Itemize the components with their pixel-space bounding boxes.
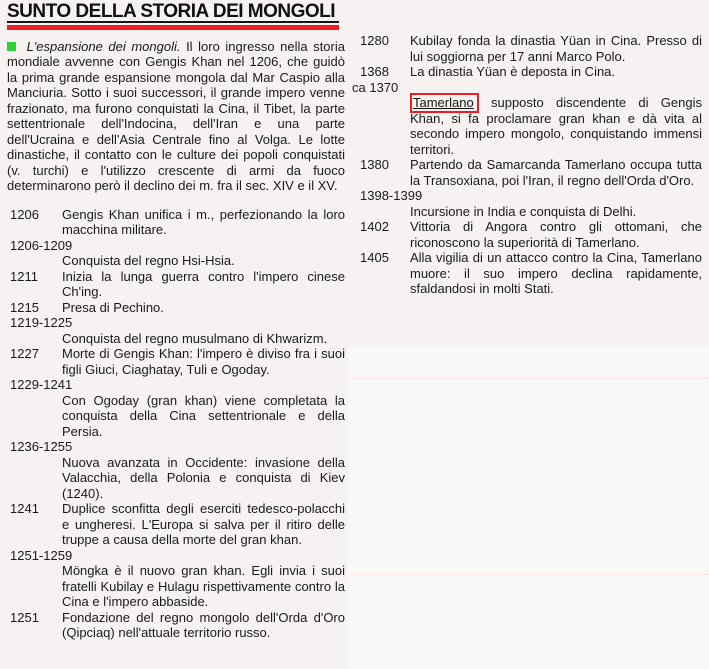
scan-fold-line: [352, 574, 709, 575]
timeline-entry: [7, 377, 345, 439]
timeline-entry-tamerlano: [352, 80, 702, 158]
timeline-text: Conquista del regno musulmano di Khwarizm.: [62, 330, 328, 346]
timeline-entry: [7, 439, 345, 501]
timeline-entry: [352, 188, 702, 219]
timeline-entry: [352, 219, 702, 250]
intro-lead: L'espansione dei mongoli.: [26, 38, 181, 54]
timeline-text: Con Ogoday (gran khan) viene completata la conquista della Cina settentrionale e della Persia.: [62, 392, 345, 439]
blank-scan-area: [348, 346, 709, 669]
timeline-entry: [7, 501, 345, 548]
timeline-date: 1405: [360, 250, 389, 265]
timeline-left: [7, 207, 345, 641]
timeline-entry: [7, 238, 345, 269]
timeline-date: 1229-1241: [10, 377, 73, 392]
timeline-text: [410, 93, 702, 157]
timeline-text: Möngka è il nuovo gran khan. Egli invia i suoi fratelli Kubilay e Hulagu rispettivamente contro la Cina e l'impero abbaside.: [62, 563, 345, 609]
title-red-underline: [7, 25, 339, 30]
timeline-entry: [7, 300, 345, 316]
timeline-text: Morte di Gengis Khan: l'impero è diviso fra i suoi figli Giuci, Ciaghatay, Tuli e Ogoday.: [62, 346, 345, 377]
page-title: SUNTO DELLA STORIA DEI MONGOLI: [7, 4, 339, 23]
timeline-entry: [352, 157, 702, 188]
timeline-date: 1380: [360, 157, 389, 172]
timeline-date: 1280: [360, 33, 389, 48]
intro-body: Il loro ingresso nella storia mondiale avvenne con Gengis Khan nel 1206, che guidò la prima grande espansione mongola dal Mar Caspio alla Manciuria. Sotto i suoi successori, il grande impero venne frazionato, ma furono conquistati la Cina, il Tibet, la parte settentrionale dell'Indocina, dell'Iran e una parte dell'Ucraina e dell'Asia Centrale fino al Volga. Le lotte dinastiche, il contatto con le culture dei popoli conquistati (v. turchi) e l'utilizzo crescente di armi da fuoco determinarono però il declino dei m. fra il sec. XIV e il XV.: [7, 38, 345, 193]
timeline-text: Vittoria di Angora contro gli ottomani, che riconoscono la superiorità di Tamerlano.: [410, 219, 702, 250]
timeline-date: 1402: [360, 219, 389, 234]
timeline-date: 1206-1209: [10, 237, 73, 253]
timeline-text: Duplice sconfitta degli eserciti tedesco-polacchi e ungheresi. L'Europa si salva per il ritiro delle truppe a causa della morte del gran khan.: [62, 501, 345, 547]
timeline-text-after-link: supposto discendente di Gengis Khan, si fa proclamare gran khan e dà vita al secondo impero mongolo, conquistando immensi territori.: [410, 95, 702, 157]
timeline-text: Conquista del regno Hsi-Hsia.: [62, 253, 235, 268]
timeline-text: Presa di Pechino.: [62, 299, 164, 315]
timeline-date: 1251: [10, 609, 39, 625]
timeline-text: Gengis Khan unifica i m., perfezionando la loro macchina militare.: [62, 206, 345, 237]
timeline-date: 1206: [10, 206, 39, 222]
timeline-date: ca 1370: [352, 79, 399, 95]
timeline-text: La dinastia Yüan è deposta in Cina.: [410, 64, 616, 79]
timeline-text: Alla vigilia di un attacco contro la Cina, Tamerlano muore: il suo impero declina rapidamente, sfaldandosi in molti Stati.: [410, 250, 702, 296]
timeline-entry: [7, 269, 345, 300]
timeline-text: Nuova avanzata in Occidente: invasione della Valacchia, della Polonia e conquista di Kiev (1240).: [62, 454, 345, 501]
scan-fold-line: [352, 378, 709, 379]
green-square-bullet-icon: [7, 42, 16, 51]
left-column: [7, 1, 345, 641]
timeline-entry: [352, 250, 702, 297]
timeline-text: Fondazione del regno mongolo dell'Orda d'Oro (Qipciaq) nell'attuale territorio russo.: [62, 609, 345, 640]
timeline-text: Incursione in India e conquista di Delhi.: [410, 203, 637, 219]
timeline-date: 1368: [360, 64, 389, 79]
timeline-text: Inizia la lunga guerra contro l'impero cinese Ch'ing.: [62, 268, 345, 299]
right-column: [352, 33, 702, 297]
timeline-entry: [7, 346, 345, 377]
timeline-entry: [352, 64, 702, 80]
timeline-entry: [7, 207, 345, 238]
timeline-date: 1215: [10, 299, 39, 315]
timeline-right: [352, 33, 702, 297]
timeline-entry: [7, 548, 345, 610]
article-title-block: [7, 1, 339, 30]
timeline-entry: [7, 610, 345, 641]
intro-paragraph: [7, 39, 345, 194]
timeline-date: 1236-1255: [10, 439, 73, 454]
timeline-text: Partendo da Samarcanda Tamerlano occupa tutta la Transoxiana, poi l'Iran, il regno dell'Orda d'Oro.: [410, 157, 702, 188]
timeline-date: 1398-1399: [360, 188, 423, 203]
timeline-date: 1241: [10, 501, 39, 516]
timeline-entry: [352, 33, 702, 64]
timeline-date: 1219-1225: [10, 315, 73, 330]
timeline-text: Kubilay fonda la dinastia Yüan in Cina. Presso di lui soggiorna per 17 anni Marco Polo.: [410, 33, 702, 64]
timeline-date: 1251-1259: [10, 547, 73, 563]
timeline-entry: [7, 315, 345, 346]
tamerlano-link[interactable]: Tamerlano: [410, 93, 479, 113]
timeline-date: 1211: [10, 268, 38, 284]
timeline-date: 1227: [10, 346, 39, 361]
